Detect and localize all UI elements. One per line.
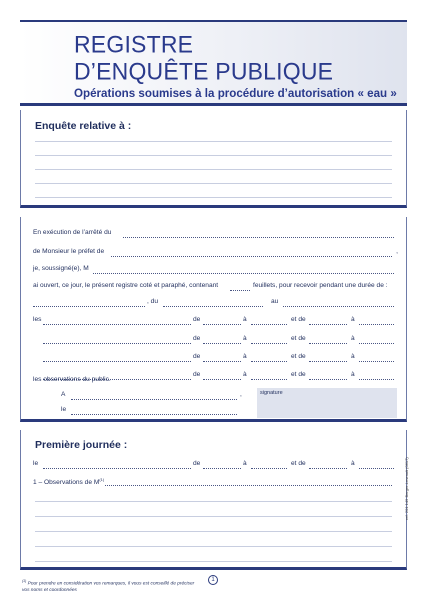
text-observations-public: les observations du public. — [33, 376, 111, 383]
section-ouverture — [20, 217, 407, 422]
header-banner — [20, 20, 407, 104]
field-jour[interactable] — [43, 361, 191, 362]
text-a: à — [351, 371, 355, 378]
text-prefet: de Monsieur le préfet de — [33, 248, 105, 255]
field-heure-a[interactable] — [251, 379, 287, 380]
field-soussigne[interactable] — [93, 273, 394, 274]
footnote-mark: (1) — [22, 579, 27, 583]
field-heure-a[interactable] — [251, 343, 287, 344]
header-bottom-rule — [20, 103, 407, 106]
ruled-line[interactable] — [35, 531, 392, 532]
field-jour[interactable] — [43, 343, 191, 344]
text-de: de — [193, 460, 201, 467]
field-heure-a[interactable] — [359, 468, 394, 469]
text-a: à — [243, 460, 247, 467]
field-heure-a[interactable] — [359, 379, 394, 380]
field-heure-et-de[interactable] — [309, 468, 347, 469]
text-soussigne: je, soussigné(e), M — [33, 265, 89, 272]
text-et-de: et de — [291, 316, 306, 323]
subtitle: Opérations soumises à la procédure d’autorisation « eau » — [74, 87, 397, 100]
text-et-de: et de — [291, 371, 306, 378]
field-heure-a[interactable] — [251, 324, 287, 325]
text-a: à — [351, 353, 355, 360]
page-number-badge: 1 — [208, 575, 218, 585]
section-enquete — [20, 110, 407, 208]
field-heure-de[interactable] — [203, 468, 241, 469]
side-reference-code: ref. 201 149 Berger-Levrault (0617) — [404, 457, 409, 520]
section-heading-enquete: Enquête relative à : — [35, 120, 132, 132]
field-prefet[interactable] — [111, 256, 392, 257]
footnote-line-2: vos noms et coordonnées — [22, 587, 77, 593]
title-line-1: REGISTRE — [74, 30, 194, 58]
ruled-line[interactable] — [35, 561, 392, 562]
text-de: de — [193, 371, 201, 378]
field-heure-et-de[interactable] — [309, 361, 347, 362]
text-ai-ouvert: ai ouvert, ce jour, le présent registre coté et paraphé, contenant — [33, 282, 219, 289]
field-jour[interactable] — [43, 468, 191, 469]
field-feuillets[interactable] — [230, 290, 250, 291]
title-line-2: D’ENQUÊTE PUBLIQUE — [74, 57, 334, 85]
text-a-lieu: A — [61, 391, 66, 398]
text-du: , du — [147, 298, 158, 305]
footnote-line-1: Pour prendre en considération vos remarques, il vous est conseillé de préciser — [27, 581, 195, 587]
field-heure-a[interactable] — [359, 324, 394, 325]
section-heading-premiere-journee: Première journée : — [35, 439, 128, 451]
field-arrete-date[interactable] — [123, 237, 394, 238]
ruled-line[interactable] — [35, 546, 392, 547]
field-heure-a[interactable] — [359, 361, 394, 362]
field-duree[interactable] — [33, 306, 145, 307]
text-de: de — [193, 353, 201, 360]
field-heure-de[interactable] — [203, 343, 241, 344]
field-heure-et-de[interactable] — [309, 379, 347, 380]
ruled-line[interactable] — [35, 169, 392, 170]
text-a: à — [351, 460, 355, 467]
text-a: à — [351, 316, 355, 323]
field-heure-a[interactable] — [251, 468, 287, 469]
field-heure-de[interactable] — [203, 361, 241, 362]
ruled-line[interactable] — [35, 197, 392, 198]
observations-prefix: 1 – Observations de M — [33, 479, 100, 487]
text-et-de: et de — [291, 460, 306, 467]
text-a: à — [243, 335, 247, 342]
text-a: à — [351, 335, 355, 342]
field-heure-a[interactable] — [251, 361, 287, 362]
ruled-line[interactable] — [35, 155, 392, 156]
signature-box[interactable] — [257, 388, 397, 418]
ruled-line[interactable] — [35, 516, 392, 517]
text-de: de — [193, 335, 201, 342]
field-heure-et-de[interactable] — [309, 343, 347, 344]
field-au[interactable] — [283, 306, 394, 307]
section-premiere-journee — [20, 430, 407, 570]
text-les: les — [33, 316, 42, 323]
text-et-de: et de — [291, 335, 306, 342]
text-le: le — [61, 406, 67, 413]
signature-label: signature — [260, 390, 283, 396]
field-observations-nom[interactable] — [105, 485, 392, 486]
text-observations-de — [33, 477, 104, 486]
text-de: de — [193, 316, 201, 323]
comma-mark: , — [240, 391, 242, 398]
field-heure-et-de[interactable] — [309, 324, 347, 325]
comma-mark: , — [396, 248, 398, 255]
field-jour[interactable] — [43, 324, 191, 325]
text-a: à — [243, 316, 247, 323]
field-date-signature[interactable] — [71, 414, 237, 415]
field-heure-a[interactable] — [359, 343, 394, 344]
field-lieu[interactable] — [71, 399, 237, 400]
text-au: au — [271, 298, 279, 305]
field-du[interactable] — [163, 306, 263, 307]
field-heure-de[interactable] — [203, 379, 241, 380]
observations-footnote-mark: (1) — [99, 477, 105, 482]
ruled-line[interactable] — [35, 141, 392, 142]
ruled-line[interactable] — [35, 501, 392, 502]
field-heure-de[interactable] — [203, 324, 241, 325]
text-a: à — [243, 353, 247, 360]
text-et-de: et de — [291, 353, 306, 360]
text-arrete: En exécution de l’arrêté du — [33, 229, 112, 236]
footnote — [22, 578, 194, 594]
ruled-line[interactable] — [35, 183, 392, 184]
text-a: à — [243, 371, 247, 378]
text-feuillets: feuillets, pour recevoir pendant une durée de : — [253, 282, 388, 289]
text-le: le — [33, 460, 39, 467]
